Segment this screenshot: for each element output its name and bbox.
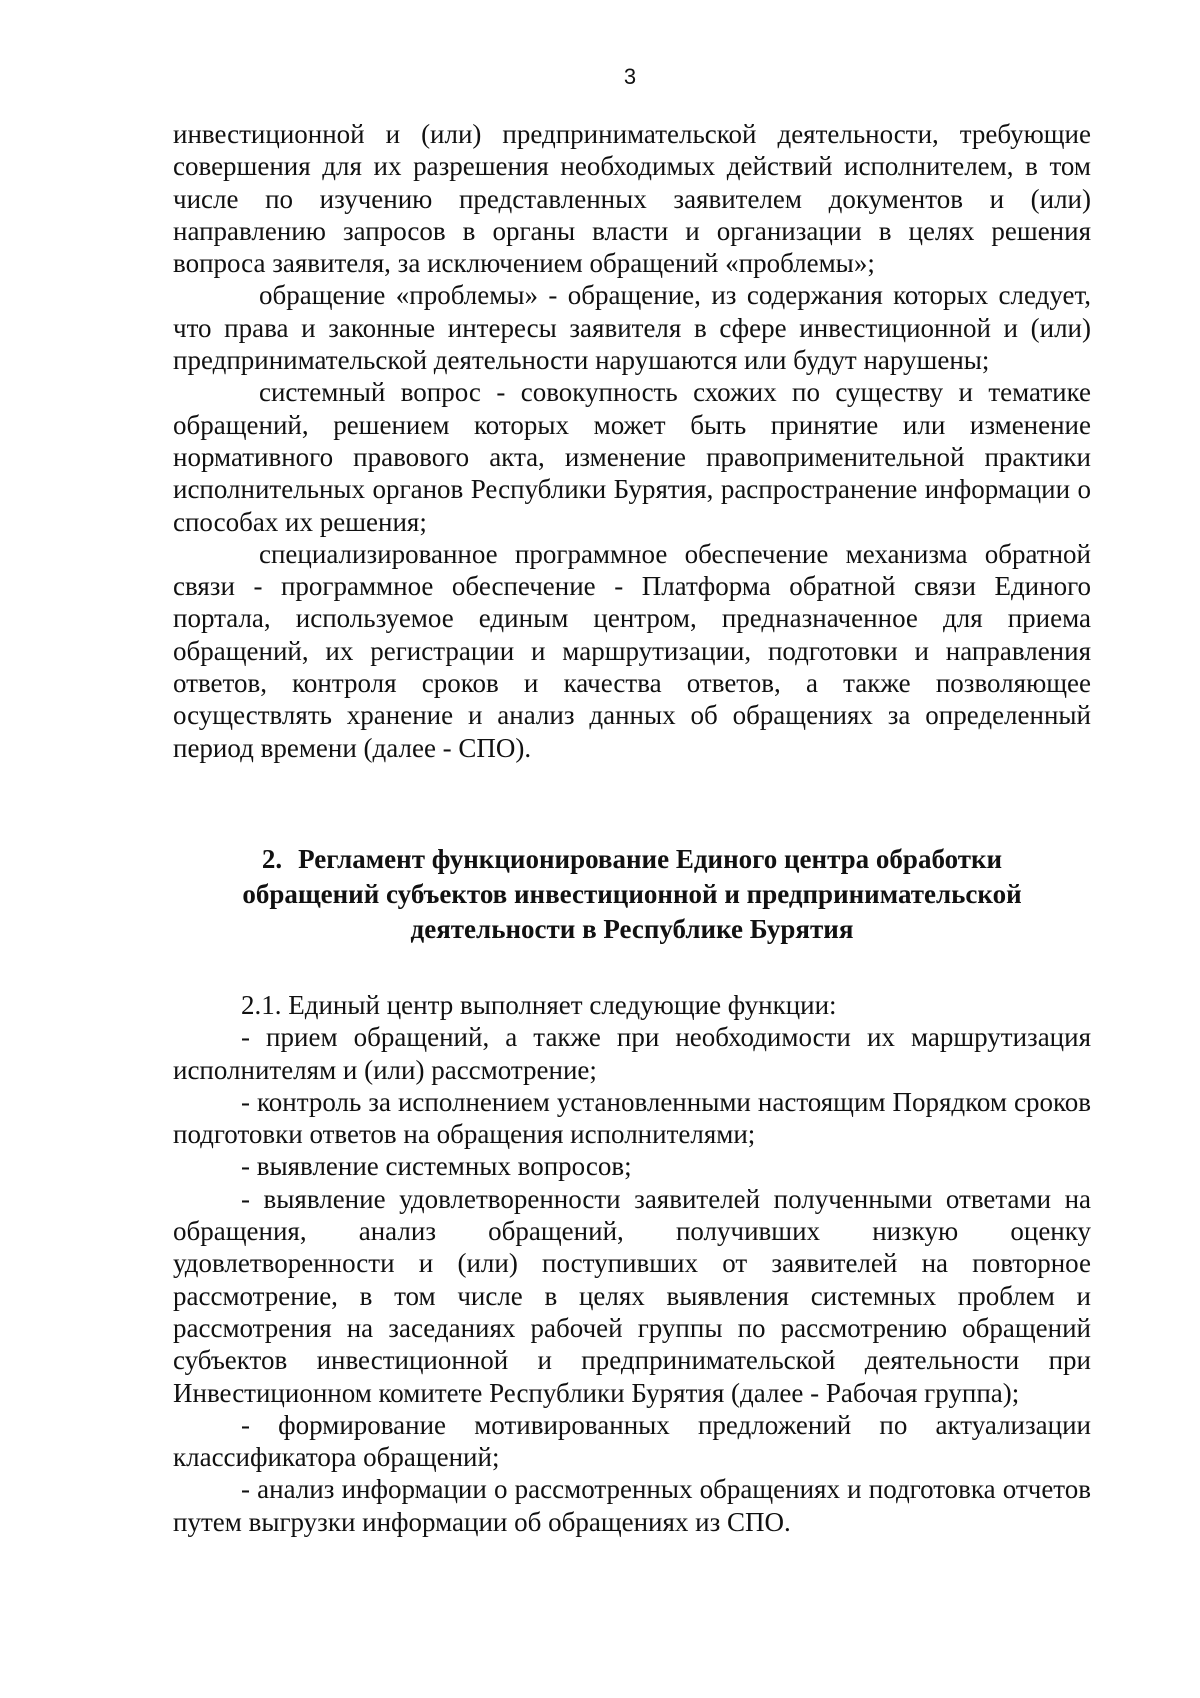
list-item-system-questions: - выявление системных вопросов; <box>241 1151 632 1182</box>
section-heading <box>173 842 1091 947</box>
list-item-satisfaction: - выявление удовлетворенности заявителей полученными ответами на обращения, анализ обращений, получивших низкую оценку удовлетворенности и (или) поступивших от заявителей на повторное рассмотрение, в том числе в целях выявления системных проблем и рассмотрения на заседаниях рабочей группы по рассмотрению обращений субъектов инвестиционной и предпринимательской деятельности при Инвестиционном комитете Республики Бурятия (далее - Рабочая группа); <box>173 1183 1091 1408</box>
list-item-classifier-proposals: - формирование мотивированных предложений по актуализации классификатора обращений; <box>173 1409 1091 1473</box>
section-heading-text-1: Регламент функционирование Единого центра обработки <box>298 843 1003 874</box>
paragraph-definitions-continued: инвестиционной и (или) предпринимательской деятельности, требующие совершения для их разрешения необходимых действий исполнителем, в том числе по изучению представленных заявителем документов и (или) направлению запросов в органы власти и организации в целях решения вопроса заявителя, за исключением обращений «проблемы»; <box>173 119 1091 279</box>
section-heading-line-1 <box>173 842 1091 877</box>
section-number: 2. <box>261 843 283 874</box>
document-body <box>173 118 1091 1538</box>
list-item-deadline-control: - контроль за исполнением установленными настоящим Порядком сроков подготовки ответов на обращения исполнителями; <box>173 1086 1091 1150</box>
list-item-analysis-reports: - анализ информации о рассмотренных обращениях и подготовка отчетов путем выгрузки информации об обращениях из СПО. <box>173 1474 1091 1537</box>
paragraph-definition-system-question: системный вопрос - совокупность схожих по существу и тематике обращений, решением которых может быть принятие или изменение нормативного правового акта, изменение правоприменительной практики исполнительных органов Республики Бурятия, распространение информации о способах их решения; <box>173 377 1091 537</box>
paragraph-2-1: 2.1. Единый центр выполняет следующие функции: <box>241 989 837 1020</box>
page-number: 3 <box>623 64 637 89</box>
section-heading-line-2: обращений субъектов инвестиционной и предпринимательской <box>242 878 1022 909</box>
paragraph-definition-problems: обращение «проблемы» - обращение, из содержания которых следует, что права и законные интересы заявителя в сфере инвестиционной и (или) предпринимательской деятельности нарушаются или будут нарушены; <box>173 280 1091 376</box>
section-heading-line-3: деятельности в Республике Бурятия <box>410 913 854 944</box>
paragraph-definition-spo: специализированное программное обеспечение механизма обратной связи - программное обеспечение - Платформа обратной связи Единого портала, используемое единым центром, предназначенное для приема обращений, их регистрации и маршрутизации, подготовки и направления ответов, контроля сроков и качества ответов, а также позволяющее осуществлять хранение и анализ данных об обращениях за определенный период времени (далее - СПО). <box>173 538 1091 763</box>
list-item-reception: - прием обращений, а также при необходимости их маршрутизация исполнителям и (или) рассмотрение; <box>173 1022 1091 1085</box>
